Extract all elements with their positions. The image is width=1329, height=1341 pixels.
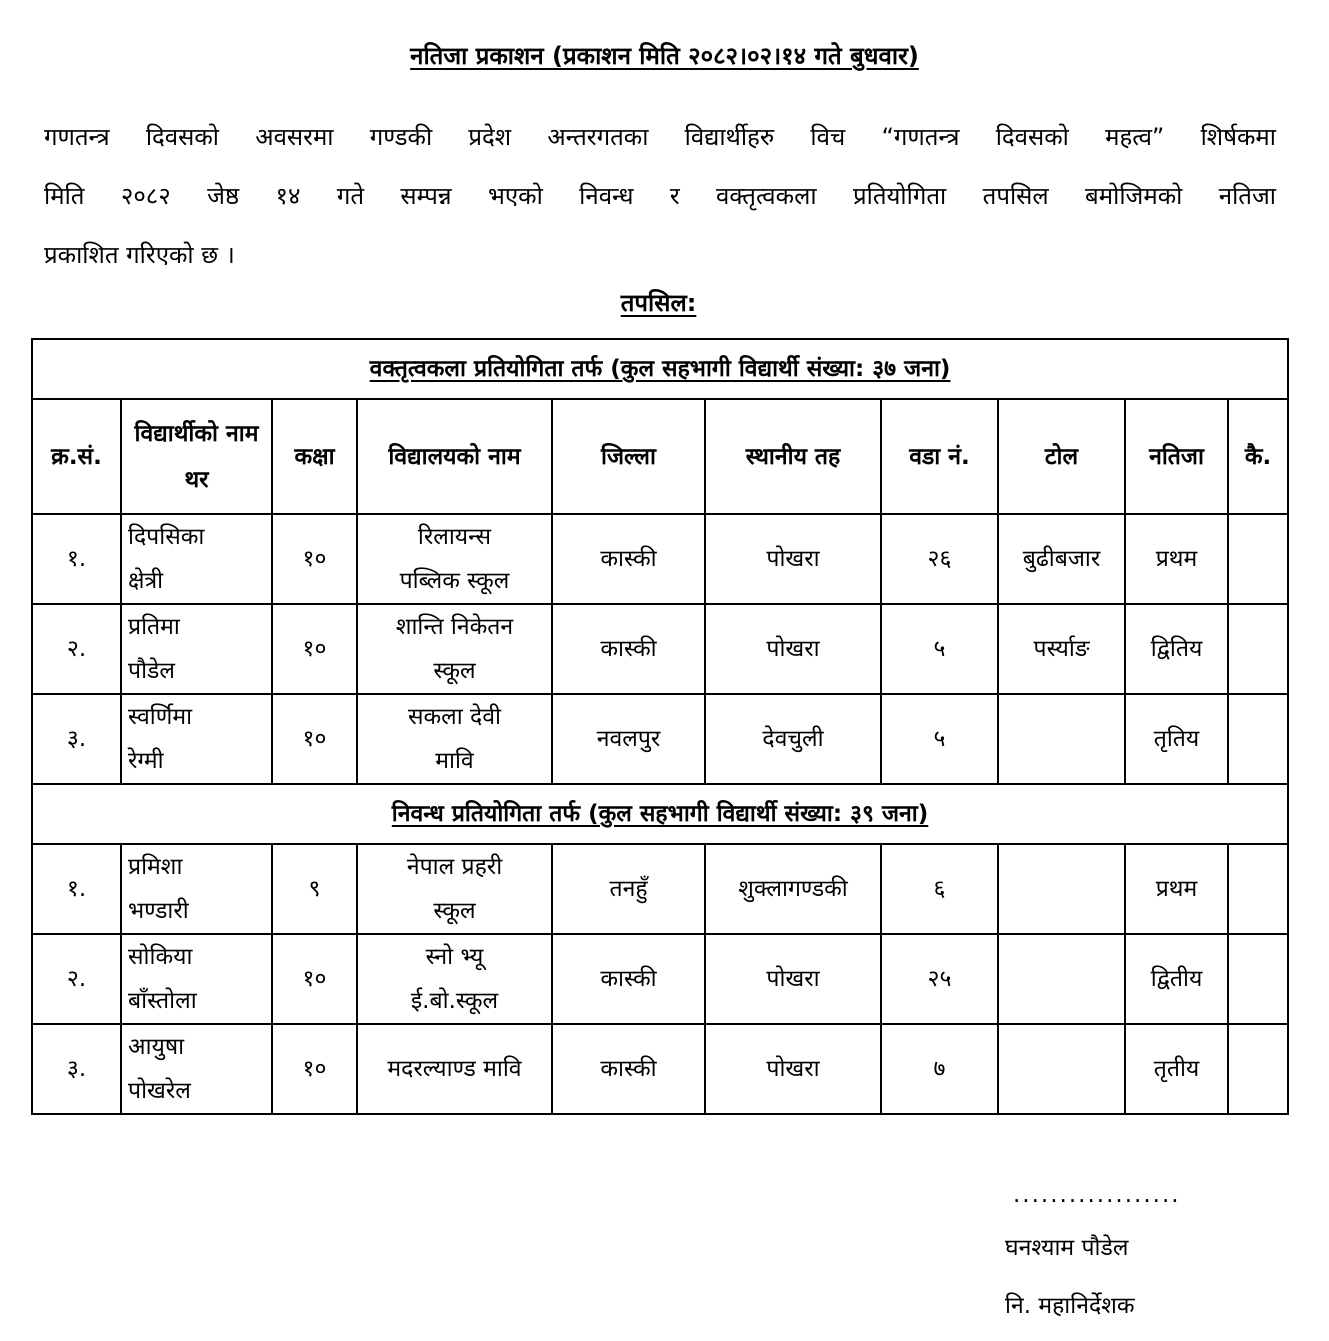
intro-line: गणतन्त्र दिवसको अवसरमा गण्डकी प्रदेश अन्तरगतका विद्यार्थीहरु विच “गणतन्त्र दिवसको महत्व” शिर्षकमा <box>44 123 1276 151</box>
section-heading-row <box>32 784 1288 844</box>
table-row <box>32 934 1288 1024</box>
results-table <box>31 338 1289 1115</box>
student-first-name: आयुषा <box>128 1034 185 1060</box>
cell-sn: १. <box>32 514 121 604</box>
cell-student-name <box>121 934 272 1024</box>
cell-local-level: पोखरा <box>705 1024 881 1114</box>
student-first-name: स्वर्णिमा <box>128 704 193 730</box>
cell-district: कास्की <box>552 934 705 1024</box>
cell-local-level: शुक्लागण्डकी <box>705 844 881 934</box>
cell-district: नवलपुर <box>552 694 705 784</box>
intro-paragraph <box>44 108 1276 285</box>
cell-local-level: देवचुली <box>705 694 881 784</box>
cell-remarks <box>1228 694 1288 784</box>
student-last-name: पोखरेल <box>128 1078 191 1104</box>
cell-student-name <box>121 1024 272 1114</box>
signatory-designation: नि. महानिर्देशक <box>1005 1293 1135 1319</box>
cell-local-level: पोखरा <box>705 604 881 694</box>
student-first-name: सोकिया <box>128 944 193 970</box>
cell-ward: ५ <box>881 604 998 694</box>
school-line: पब्लिक स्कूल <box>399 568 510 594</box>
table-row <box>32 604 1288 694</box>
school-line: ई.बो.स्कूल <box>410 988 499 1014</box>
cell-remarks <box>1228 1024 1288 1114</box>
column-header-district: जिल्ला <box>552 399 705 514</box>
student-first-name: प्रतिमा <box>128 614 180 640</box>
section-heading-text: वक्तृत्वकला प्रतियोगिता तर्फ (कुल सहभागी विद्यार्थी संख्या: ३७ जना) <box>369 356 951 382</box>
section-heading-text: निवन्ध प्रतियोगिता तर्फ (कुल सहभागी विद्यार्थी संख्या: ३९ जना) <box>391 801 929 827</box>
details-heading-text: तपसिल: <box>620 289 697 317</box>
table-row <box>32 694 1288 784</box>
cell-ward: २५ <box>881 934 998 1024</box>
school-line: सकला देवी <box>407 704 502 730</box>
cell-result: तृतीय <box>1125 1024 1228 1114</box>
cell-result: तृतिय <box>1125 694 1228 784</box>
school-line: स्कूल <box>433 898 476 924</box>
cell-sn: ३. <box>32 1024 121 1114</box>
student-last-name: पौडेल <box>128 658 175 684</box>
school-line: मदरल्याण्ड मावि <box>387 1056 522 1082</box>
student-last-name: क्षेत्री <box>128 568 164 594</box>
school-line: मावि <box>435 748 474 774</box>
cell-student-name <box>121 844 272 934</box>
cell-tole <box>998 844 1125 934</box>
student-last-name: भण्डारी <box>128 898 189 924</box>
document-title-text: नतिजा प्रकाशन (प्रकाशन मिति २०८२।०२।१४ गते बुधवार) <box>410 42 919 70</box>
student-last-name: बाँस्तोला <box>128 988 197 1014</box>
cell-ward: २६ <box>881 514 998 604</box>
cell-tole <box>998 694 1125 784</box>
column-header-tole: टोल <box>998 399 1125 514</box>
cell-sn: २. <box>32 934 121 1024</box>
cell-school <box>357 604 552 694</box>
cell-remarks <box>1228 514 1288 604</box>
signature-line: .................. <box>1013 1182 1181 1208</box>
school-line: नेपाल प्रहरी <box>406 854 503 880</box>
cell-remarks <box>1228 934 1288 1024</box>
cell-result: द्वितिय <box>1125 604 1228 694</box>
cell-remarks <box>1228 844 1288 934</box>
table-row <box>32 514 1288 604</box>
cell-district: कास्की <box>552 514 705 604</box>
column-header-school-name: विद्यालयको नाम <box>357 399 552 514</box>
cell-local-level: पोखरा <box>705 934 881 1024</box>
cell-student-name <box>121 694 272 784</box>
cell-tole: पर्स्याङ <box>998 604 1125 694</box>
intro-line: मिति २०८२ जेष्ठ १४ गते सम्पन्न भएको निवन्ध र वक्तृत्वकला प्रतियोगिता तपसिल बमोजिमको नतिजा <box>44 182 1276 210</box>
cell-student-name <box>121 604 272 694</box>
cell-school <box>357 1024 552 1114</box>
student-last-name: रेग्मी <box>128 748 164 774</box>
column-header-class: कक्षा <box>272 399 357 514</box>
column-header-local-level: स्थानीय तह <box>705 399 881 514</box>
column-header-ward: वडा नं. <box>881 399 998 514</box>
table-row <box>32 1024 1288 1114</box>
column-header-result: नतिजा <box>1125 399 1228 514</box>
cell-class: १० <box>272 1024 357 1114</box>
cell-ward: ५ <box>881 694 998 784</box>
cell-local-level: पोखरा <box>705 514 881 604</box>
signature-block <box>1005 1180 1181 1326</box>
column-header-remarks: कै. <box>1228 399 1288 514</box>
cell-class: १० <box>272 514 357 604</box>
cell-sn: ३. <box>32 694 121 784</box>
school-line: रिलायन्स <box>417 524 492 550</box>
cell-school <box>357 514 552 604</box>
cell-tole <box>998 1024 1125 1114</box>
cell-school <box>357 844 552 934</box>
cell-result: द्वितीय <box>1125 934 1228 1024</box>
cell-result: प्रथम <box>1125 844 1228 934</box>
cell-sn: १. <box>32 844 121 934</box>
cell-student-name <box>121 514 272 604</box>
section-heading-essay <box>32 784 1288 844</box>
cell-class: ९ <box>272 844 357 934</box>
cell-class: १० <box>272 694 357 784</box>
cell-class: १० <box>272 604 357 694</box>
student-first-name: दिपसिका <box>128 524 205 550</box>
cell-district: तनहुँ <box>552 844 705 934</box>
column-header-student-name: विद्यार्थीको नाम थर <box>121 399 272 514</box>
table-header-row <box>32 399 1288 514</box>
cell-school <box>357 694 552 784</box>
cell-school <box>357 934 552 1024</box>
cell-district: कास्की <box>552 1024 705 1114</box>
signatory-name: घनश्याम पौडेल <box>1005 1235 1129 1261</box>
intro-line: प्रकाशित गरिएको छ । <box>44 241 235 269</box>
school-line: शान्ति निकेतन <box>395 614 514 640</box>
student-first-name: प्रमिशा <box>128 854 183 880</box>
details-heading <box>0 285 1317 321</box>
school-line: स्नो भ्यू <box>425 944 484 970</box>
cell-sn: २. <box>32 604 121 694</box>
cell-class: १० <box>272 934 357 1024</box>
column-header-sn: क्र.सं. <box>32 399 121 514</box>
cell-ward: ७ <box>881 1024 998 1114</box>
cell-remarks <box>1228 604 1288 694</box>
cell-ward: ६ <box>881 844 998 934</box>
cell-district: कास्की <box>552 604 705 694</box>
section-heading-speech <box>32 339 1288 399</box>
cell-tole: बुढीबजार <box>998 514 1125 604</box>
cell-result: प्रथम <box>1125 514 1228 604</box>
document-title <box>0 38 1329 74</box>
table-row <box>32 844 1288 934</box>
section-heading-row <box>32 339 1288 399</box>
school-line: स्कूल <box>433 658 476 684</box>
cell-tole <box>998 934 1125 1024</box>
